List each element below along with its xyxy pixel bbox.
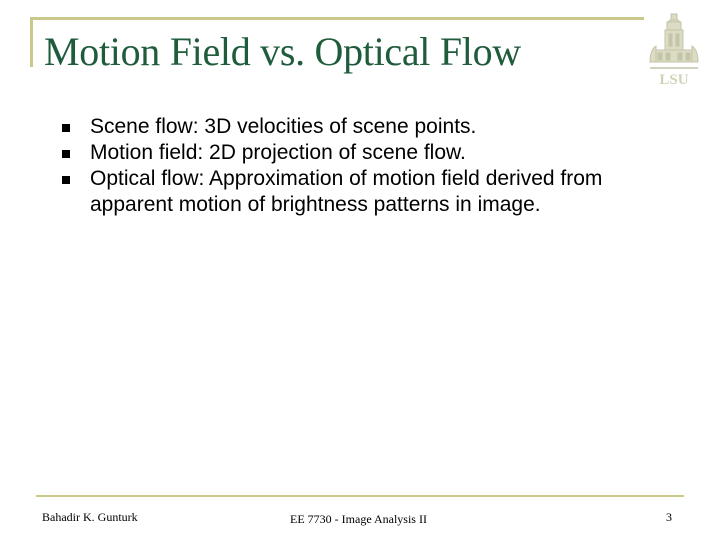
bullet-item	[62, 140, 682, 166]
bullet-item	[62, 166, 682, 218]
square-bullet-icon	[62, 150, 70, 158]
bullet-text: Motion field: 2D projection of scene flow.	[90, 141, 466, 164]
page-number: 3	[666, 510, 672, 524]
footer-author: Bahadir K. Gunturk	[42, 510, 138, 524]
square-bullet-icon	[62, 176, 70, 184]
footer-divider	[36, 495, 684, 497]
lsu-logo-text: LSU	[659, 72, 689, 88]
bullet-item	[62, 114, 682, 140]
lsu-tower-logo-icon	[646, 10, 702, 88]
footer-course: EE 7730 - Image Analysis II	[290, 512, 427, 526]
square-bullet-icon	[62, 124, 70, 132]
bullet-text: Optical flow: Approximation of motion field derived from apparent motion of brightness patterns in image.	[90, 167, 603, 216]
slide-title: Motion Field vs. Optical Flow	[44, 29, 521, 74]
bullet-list	[62, 114, 682, 218]
frame-top-line	[30, 17, 644, 20]
frame-left-line	[30, 17, 33, 67]
bullet-text: Scene flow: 3D velocities of scene points.	[90, 115, 477, 138]
